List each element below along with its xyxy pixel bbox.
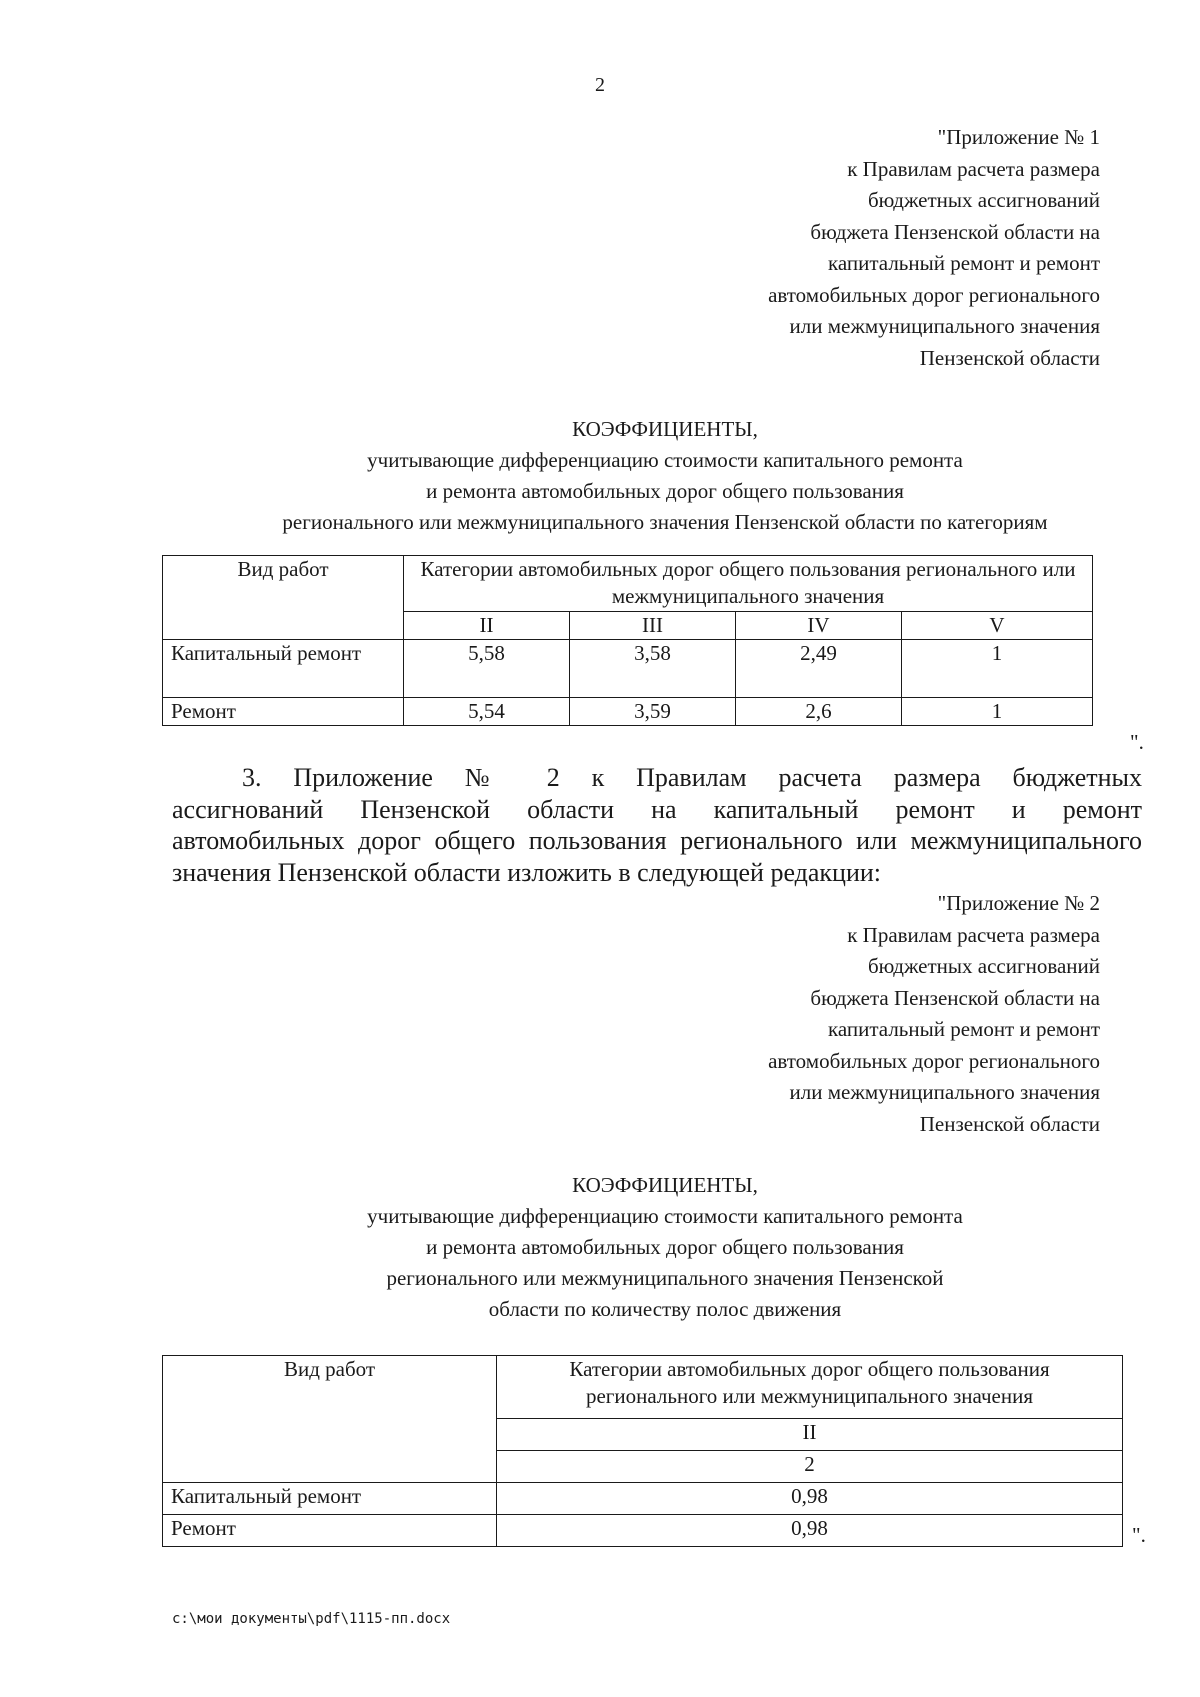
row-label: Капитальный ремонт (163, 1483, 497, 1515)
title-line: регионального или межмуниципального значения Пензенской (386, 1266, 944, 1290)
category-header: II (404, 612, 570, 640)
appendix-line: автомобильных дорог регионального (768, 282, 1100, 307)
coefficients-title-2 (120, 1170, 1200, 1325)
table-row (163, 640, 1093, 698)
coefficients-table-categories (162, 555, 1093, 726)
table-row (163, 698, 1093, 726)
cell-value: 5,58 (404, 640, 570, 698)
cell-value: 1 (902, 640, 1093, 698)
appendix-line: к Правилам расчета размера (847, 922, 1100, 947)
title-line: учитывающие дифференциацию стоимости капитального ремонта (367, 448, 963, 472)
appendix-line: автомобильных дорог регионального (768, 1048, 1100, 1073)
category-header: V (902, 612, 1093, 640)
col-work-type-header: Вид работ (163, 556, 404, 640)
file-path-footer: c:\мои документы\pdf\1115-пп.docx (172, 1611, 451, 1627)
appendix-2-header (768, 888, 1100, 1140)
cell-value: 2,49 (736, 640, 902, 698)
table-row (163, 1515, 1123, 1547)
coefficients-table-lanes (162, 1355, 1123, 1547)
category-header: IV (736, 612, 902, 640)
table-row (163, 1483, 1123, 1515)
closing-quote-1: ". (1130, 730, 1144, 754)
lanes-header: 2 (497, 1451, 1123, 1483)
title-line: и ремонта автомобильных дорог общего пользования (426, 479, 904, 503)
cell-value: 3,59 (570, 698, 736, 726)
paragraph-line: ассигнований Пензенской области на капитальный ремонт и ремонт (172, 794, 1142, 824)
cell-value: 0,98 (497, 1483, 1123, 1515)
appendix-line: Пензенской области (919, 345, 1100, 370)
appendix-line: капитальный ремонт и ремонт (827, 251, 1100, 275)
cell-value: 0,98 (497, 1515, 1123, 1547)
appendix-line: Пензенской области (919, 1111, 1100, 1136)
title-heading: КОЭФФИЦИЕНТЫ, (572, 417, 758, 441)
coefficients-title-1 (120, 414, 1200, 538)
appendix-line: "Приложение № 1 (937, 125, 1100, 149)
appendix-line: бюджета Пензенской области на (810, 219, 1100, 244)
categories-header: Категории автомобильных дорог общего пользования регионального или межмуниципального значения (497, 1356, 1123, 1419)
appendix-line: бюджетных ассигнований (867, 188, 1100, 212)
cell-value: 1 (902, 698, 1093, 726)
paragraph-line: 3. Приложение № 2 к Правилам расчета размера бюджетных (242, 763, 1142, 792)
closing-quote-2: ". (1132, 1523, 1146, 1547)
paragraph-3 (172, 762, 1142, 888)
categories-header: Категории автомобильных дорог общего пользования регионального или межмуниципального значения (404, 556, 1093, 612)
category-header: II (497, 1419, 1123, 1451)
cell-value: 2,6 (736, 698, 902, 726)
paragraph-line: автомобильных дорог общего пользования регионального или межмуниципального (172, 826, 1142, 855)
appendix-line: или межмуниципального значения (789, 1080, 1100, 1104)
title-line: учитывающие дифференциацию стоимости капитального ремонта (367, 1204, 963, 1228)
category-header: III (570, 612, 736, 640)
appendix-line: "Приложение № 2 (937, 891, 1100, 915)
appendix-line: капитальный ремонт и ремонт (827, 1017, 1100, 1041)
appendix-line: к Правилам расчета размера (847, 156, 1100, 181)
appendix-1-header (768, 122, 1100, 374)
appendix-line: или межмуниципального значения (789, 314, 1100, 338)
title-line: области по количеству полос движения (488, 1297, 842, 1321)
title-line: и ремонта автомобильных дорог общего пользования (426, 1235, 904, 1259)
paragraph-line: значения Пензенской области изложить в следующей редакции: (172, 857, 882, 887)
appendix-line: бюджетных ассигнований (867, 954, 1100, 978)
page-number: 2 (595, 74, 605, 96)
title-heading: КОЭФФИЦИЕНТЫ, (572, 1173, 758, 1197)
cell-value: 3,58 (570, 640, 736, 698)
title-line: регионального или межмуниципального значения Пензенской области по категориям (282, 510, 1048, 534)
row-label: Ремонт (163, 698, 404, 726)
appendix-line: бюджета Пензенской области на (810, 985, 1100, 1010)
row-label: Капитальный ремонт (163, 640, 404, 698)
row-label: Ремонт (163, 1515, 497, 1547)
col-work-type-header: Вид работ (163, 1356, 497, 1483)
cell-value: 5,54 (404, 698, 570, 726)
